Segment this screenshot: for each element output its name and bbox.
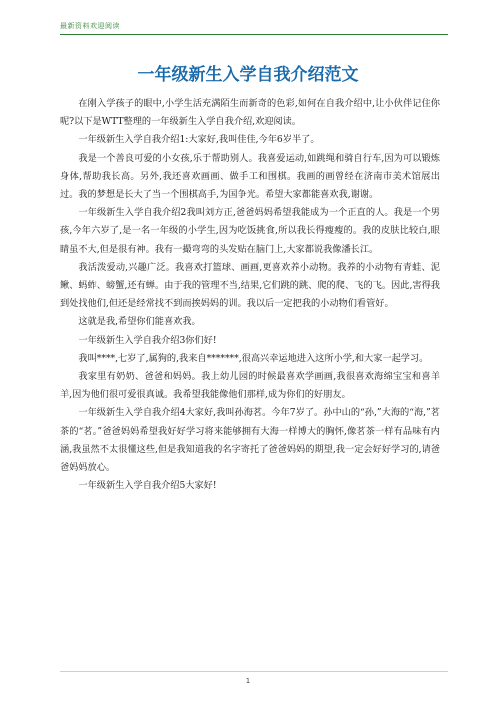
paragraph: 一年级新生入学自我介绍5大家好! — [78, 480, 217, 492]
paragraph: 一年级新生入学自我介绍1:大家好,我叫佳佳,今年6岁半了。 — [78, 134, 320, 146]
document-body — [60, 95, 440, 495]
paragraph: 这就是我,希望你们能喜欢我。 — [78, 316, 201, 328]
paragraph: 在刚入学孩子的眼中,小学生活充满陌生而新奇的色彩,如何在自我介绍中,让小伙伴记住你呢?以下是WTT整理的一年级新生入学自我介绍,欢迎阅读。 — [60, 98, 440, 128]
paragraph: 一年级新生入学自我介绍3你们好! — [78, 334, 217, 346]
paragraph: 一年级新生入学自我介绍4大家好,我叫孙海茗。今年7岁了。孙中山的“孙,”大海的“海,”茗茶的“茗。”爸爸妈妈希望我好好学习将来能够拥有大海一样博大的胸怀,像茗茶一样有品味有内涵,我虽然不太很懂这些,但是我知道我的名字寄托了爸爸妈妈的期望,我一定会好好学习的,请爸爸妈妈放心。 — [60, 407, 440, 474]
paragraph: 我家里有奶奶、爸爸和妈妈。我上幼儿园的时候最喜欢学画画,我很喜欢海绵宝宝和喜羊羊,因为他们很可爱很真诚。我希望我能像他们那样,成为你们的好朋友。 — [60, 371, 440, 401]
paragraph: 我活泼爱动,兴趣广泛。我喜欢打篮球、画画,更喜欢养小动物。我养的小动物有青蛙、泥鳅、蚂蚱、螃蟹,还有蝉。由于我的管理不当,结果,它们跳的跳、爬的爬、飞的飞。因此,害得我到处找他们,但还是经常找不到而挨妈妈的训。我以后一定把我的小动物们看管好。 — [60, 261, 440, 310]
document-title: 一年级新生入学自我介绍范文 — [137, 65, 359, 85]
paragraph: 我是一个善良可爱的小女孩,乐于帮助别人。我喜爱运动,如跳绳和骑自行车,因为可以锻炼身体,帮助我长高。另外,我还喜欢画画、做手工和围棋。我画的画曾经在济南市美术馆展出过。我的梦想是长大了当一个围棋高手,为国争光。希望大家都能喜欢我,谢谢。 — [60, 152, 440, 201]
paragraph: 我叫****,七岁了,属狗的,我来自*******,很高兴幸运地进入这所小学,和大家一起学习。 — [78, 352, 429, 364]
page-number: 1 — [245, 677, 251, 685]
page-header: 最新资料欢迎阅读 — [60, 22, 120, 30]
header-divider — [60, 34, 448, 35]
footer-divider — [60, 671, 448, 672]
paragraph: 一年级新生入学自我介绍2我叫刘方正,爸爸妈妈希望我能成为一个正直的人。我是一个男孩,今年六岁了,是一名一年级的小学生,因为吃饭挑食,所以我长得瘦瘦的。我的皮肤比较白,眼睛虽不大,但是很有神。我有一撮弯弯的头发贴在脑门上,大家都说我像潘长江。 — [60, 207, 440, 255]
